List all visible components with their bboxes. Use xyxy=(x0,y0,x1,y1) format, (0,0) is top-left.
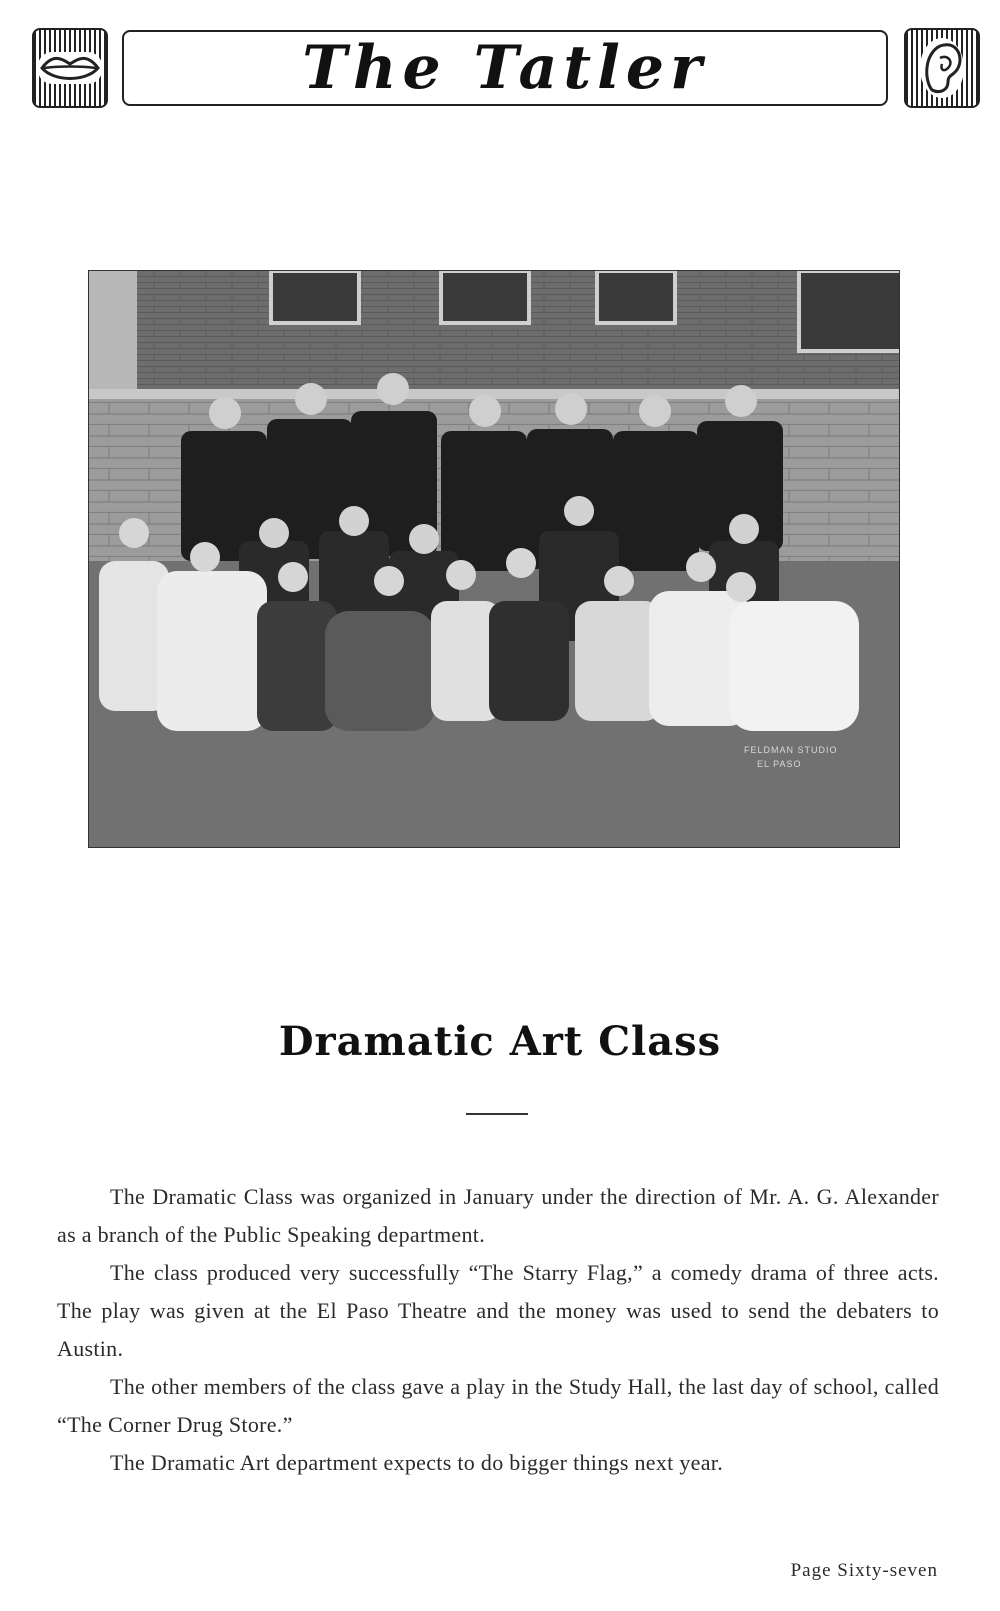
lips-icon xyxy=(32,28,108,108)
page-header xyxy=(32,26,980,112)
class-group-photo xyxy=(88,270,900,848)
section-title: Dramatic Art Class xyxy=(278,1018,722,1065)
masthead-title-box xyxy=(122,30,888,106)
paragraph: The Dramatic Class was organized in January under the direction of Mr. A. G. Alexander as a branch of the Public Speaking department. xyxy=(57,1184,939,1247)
studio-mark: FELDMAN STUDIO xyxy=(744,745,838,755)
paragraph: The class produced very successfully “The Starry Flag,” a comedy drama of three acts. The play was given at the El Paso Theatre and the money was used to send the debaters to Austin. xyxy=(57,1260,939,1361)
article-body xyxy=(57,1178,939,1482)
page-number: Page Sixty-seven xyxy=(790,1560,938,1581)
ear-icon xyxy=(904,28,980,108)
paragraph: The other members of the class gave a play in the Study Hall, the last day of school, called “The Corner Drug Store.” xyxy=(57,1374,939,1437)
paragraph: The Dramatic Art department expects to do bigger things next year. xyxy=(110,1450,724,1475)
masthead-title: The Tatler xyxy=(302,33,708,103)
title-divider xyxy=(466,1113,528,1115)
studio-mark-city: EL PASO xyxy=(757,759,802,769)
